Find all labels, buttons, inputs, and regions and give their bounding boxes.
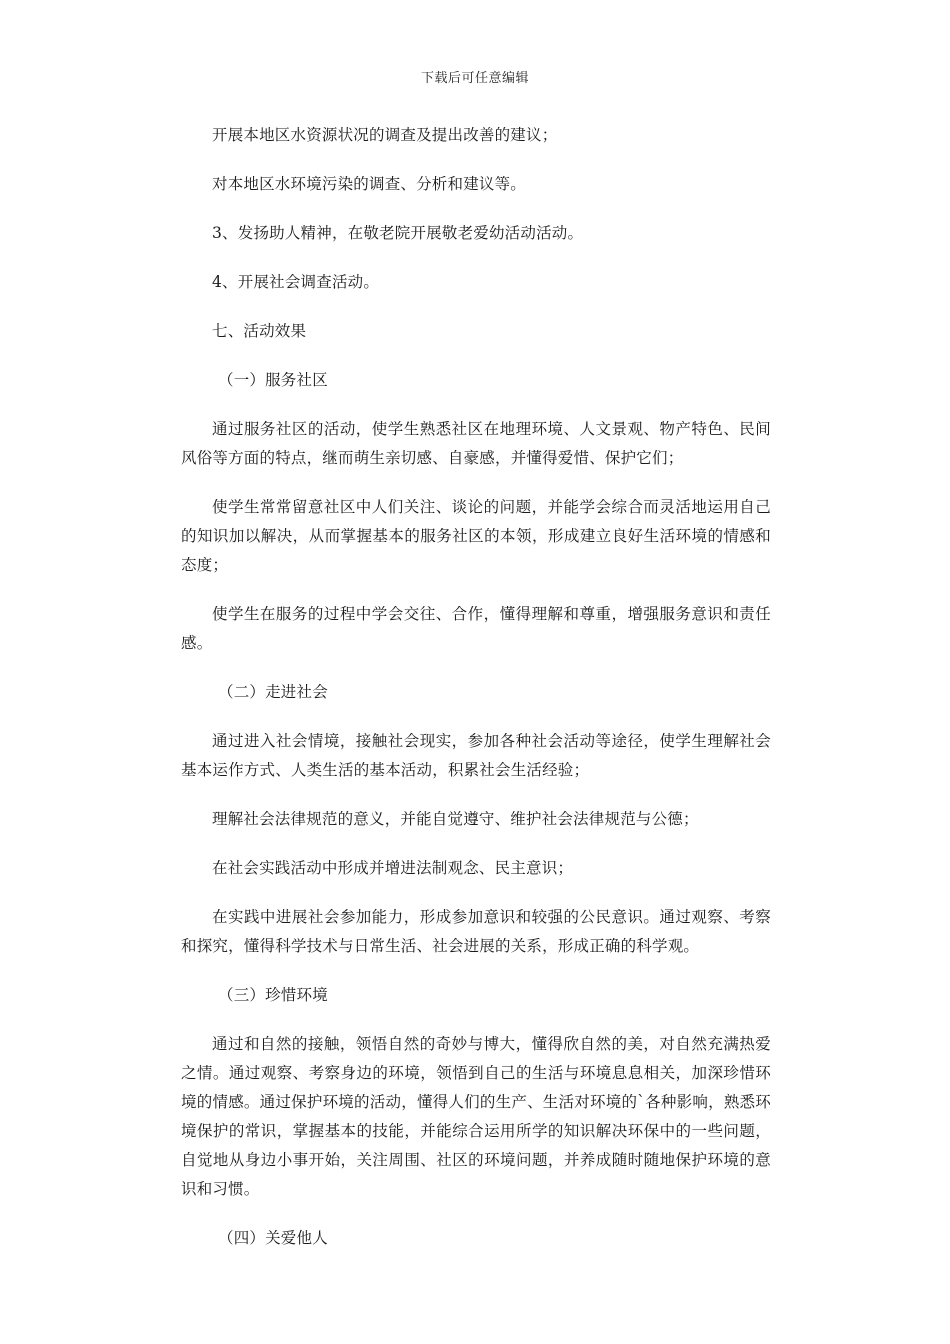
paragraph: 3、发扬助人精神，在敬老院开展敬老爱幼活动活动。: [212, 224, 584, 242]
header-note: 下载后可任意编辑: [420, 71, 529, 86]
section-heading: 七、活动效果: [212, 322, 307, 340]
paragraph: 使学生在服务的过程中学会交往、合作，懂得理解和尊重，增强服务意识和责任感。: [181, 605, 771, 652]
paragraph: 对本地区水环境污染的调查、分析和建议等。: [212, 175, 527, 193]
subsection-heading: （一）服务社区: [218, 371, 328, 389]
paragraph: 通过服务社区的活动，使学生熟悉社区在地理环境、人文景观、物产特色、民间风俗等方面的特点，继而萌生亲切感、自豪感，并懂得爱惜、保护它们；: [181, 420, 771, 467]
paragraph: 在实践中进展社会参加能力，形成参加意识和较强的公民意识。通过观察、考察和探究，懂得科学技术与日常生活、社会进展的关系，形成正确的科学观。: [181, 908, 771, 955]
paragraph: 使学生常常留意社区中人们关注、谈论的问题，并能学会综合而灵活地运用自己的知识加以解决，从而掌握基本的服务社区的本领，形成建立良好生活环境的情感和态度；: [181, 498, 771, 574]
paragraph: 在社会实践活动中形成并增进法制观念、民主意识；: [212, 859, 574, 877]
subsection-heading: （四）关爱他人: [218, 1229, 328, 1247]
paragraph: 开展本地区水资源状况的调查及提出改善的建议；: [212, 126, 558, 144]
subsection-heading: （三）珍惜环境: [218, 986, 328, 1004]
subsection-heading: （二）走进社会: [218, 683, 328, 701]
paragraph: 通过进入社会情境，接触社会现实，参加各种社会活动等途径，使学生理解社会基本运作方式、人类生活的基本活动，积累社会生活经验；: [181, 732, 771, 779]
paragraph: 4、开展社会调查活动。: [212, 273, 380, 291]
paragraph: 通过和自然的接触，领悟自然的奇妙与博大，懂得欣自然的美，对自然充满热爱之情。通过观察、考察身边的环境，领悟到自己的生活与环境息息相关，加深珍惜环境的情感。通过保护环境的活动，懂得人们的生产、生活对环境的`各种影响，熟悉环境保护的常识，掌握基本的技能，并能综合运用所学的知识解决环保中的一些问题，自觉地从身边小事开始，关注周围、社区的环境问题，并养成随时随地保护环境的意识和习惯。: [181, 1035, 771, 1198]
paragraph: 理解社会法律规范的意义，并能自觉遵守、维护社会法律规范与公德；: [212, 810, 699, 828]
document-body: [181, 121, 771, 1273]
